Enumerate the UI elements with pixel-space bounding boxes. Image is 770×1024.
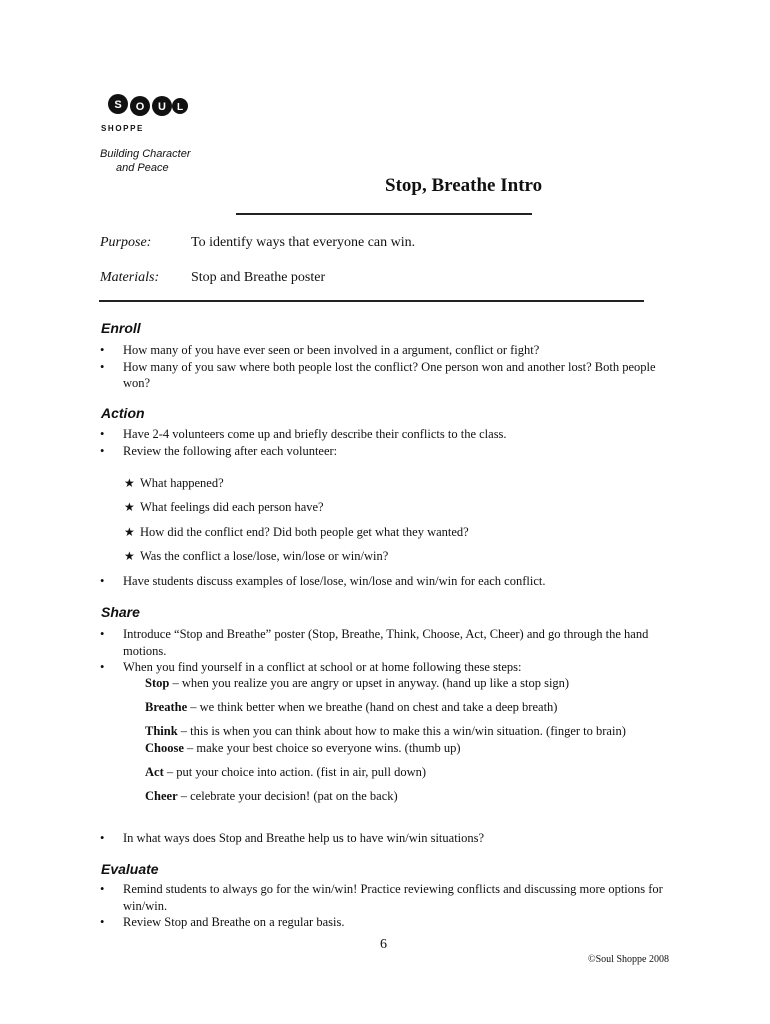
materials-label: Materials: xyxy=(100,270,160,285)
star-list-item: ★ What happened? xyxy=(124,476,224,490)
logo-letter: O xyxy=(135,101,145,113)
section-divider xyxy=(99,300,644,302)
step-cheer: Cheer – celebrate your decision! (pat on the back) xyxy=(145,788,398,803)
step-choose: Choose – make your best choice so everyone wins. (thumb up) xyxy=(145,740,461,755)
purpose-value: To identify ways that everyone can win. xyxy=(191,235,416,250)
share-final-list xyxy=(100,830,670,847)
star-icon: ★ xyxy=(124,500,135,515)
copyright: ©Soul Shoppe 2008 xyxy=(588,954,669,965)
list-item: • Review Stop and Breathe on a regular basis. xyxy=(100,914,670,931)
title-underline xyxy=(236,213,532,215)
list-item: • Have 2-4 volunteers come up and briefly describe their conflicts to the class. xyxy=(100,426,670,443)
list-item: • Have students discuss examples of lose/lose, win/lose and win/win for each conflict. xyxy=(100,573,670,590)
star-icon: ★ xyxy=(124,524,135,539)
star-icon: ★ xyxy=(124,476,135,490)
step-stop: Stop – when you realize you are angry or upset in anyway. (hand up like a stop sign) xyxy=(145,676,570,690)
evaluate-list xyxy=(100,881,670,931)
logo-letter: S xyxy=(114,99,122,111)
purpose-label: Purpose: xyxy=(100,235,152,250)
page-title: Stop, Breathe Intro xyxy=(385,175,543,196)
star-list-item: ★ What feelings did each person have? xyxy=(124,500,324,515)
list-item: • Remind students to always go for the win/win! Practice reviewing conflicts and discussing more options for win/win. xyxy=(100,881,670,914)
list-item: • How many of you saw where both people lost the conflict? One person won and another lost? Both people won? xyxy=(100,359,670,392)
enroll-heading: Enroll xyxy=(101,320,141,336)
star-list-item: ★ How did the conflict end? Did both people get what they wanted? xyxy=(124,524,469,539)
list-item: • How many of you have ever seen or been involved in a argument, conflict or fight? xyxy=(100,342,670,359)
page-number: 6 xyxy=(380,937,387,952)
logo-letter: L xyxy=(176,102,184,113)
share-heading: Share xyxy=(101,604,140,620)
action-list xyxy=(100,426,670,459)
tagline xyxy=(100,147,191,175)
step-act: Act – put your choice into action. (fist in air, pull down) xyxy=(145,764,427,779)
enroll-list xyxy=(100,342,670,392)
logo-subtext: SHOPPE xyxy=(101,124,144,133)
action-heading: Action xyxy=(101,405,145,421)
list-item: • In what ways does Stop and Breathe help us to have win/win situations? xyxy=(100,830,670,847)
list-item: • Introduce “Stop and Breathe” poster (Stop, Breathe, Think, Choose, Act, Cheer) and go through the hand motions. xyxy=(100,626,670,659)
step-think: Think – this is when you can think about how to make this a win/win situation. (finger to brain) xyxy=(145,724,626,738)
share-steps xyxy=(145,675,650,812)
star-list-item: ★ Was the conflict a lose/lose, win/lose or win/win? xyxy=(124,548,389,563)
tagline-line-1: Building Character xyxy=(100,148,191,160)
materials-value: Stop and Breathe poster xyxy=(191,270,326,285)
list-item: • Review the following after each volunteer: xyxy=(100,443,670,460)
list-item: • When you find yourself in a conflict at school or at home following these steps: xyxy=(100,659,670,676)
step-breathe: Breathe – we think better when we breathe (hand on chest and take a deep breath) xyxy=(145,700,558,714)
action-final-list xyxy=(100,573,670,590)
action-star-list xyxy=(124,475,469,572)
star-icon: ★ xyxy=(124,548,135,563)
tagline-line-2: and Peace xyxy=(116,162,169,174)
evaluate-heading: Evaluate xyxy=(101,861,159,877)
logo-letter: U xyxy=(158,101,166,113)
share-list xyxy=(100,626,670,676)
